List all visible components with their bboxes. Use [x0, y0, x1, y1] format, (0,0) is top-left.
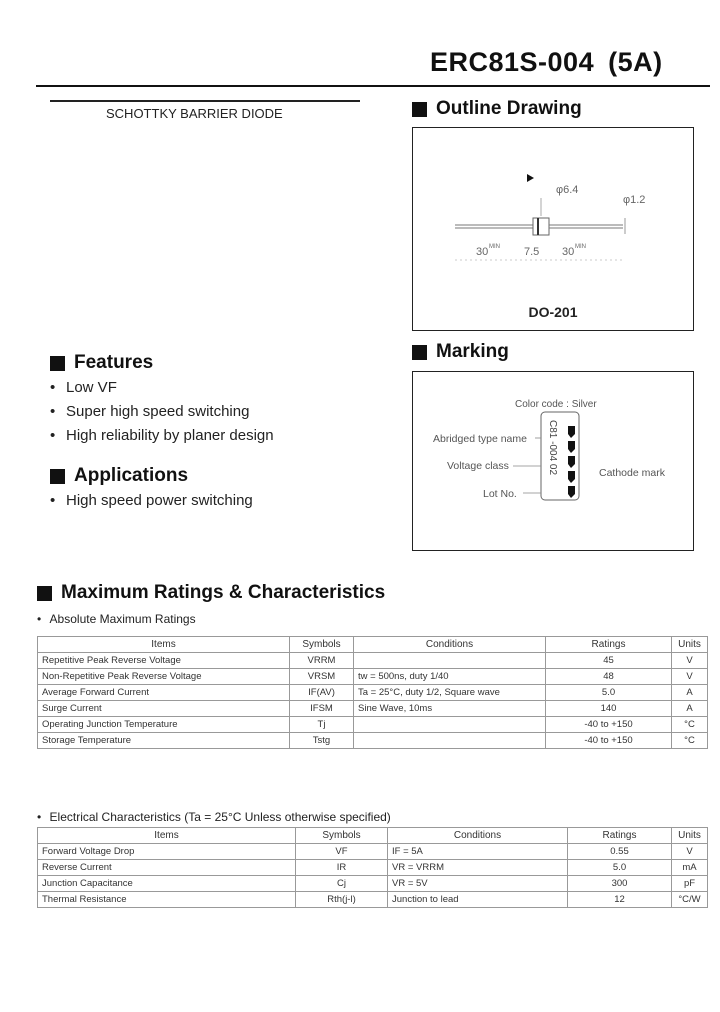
electrical-label: Electrical Characteristics (Ta = 25°C Unless otherwise specified)	[49, 810, 391, 824]
bullet-icon: •	[37, 612, 42, 626]
diode-body	[533, 218, 549, 235]
ratings-heading-text: Maximum Ratings & Characteristics	[61, 582, 386, 603]
features-heading	[50, 352, 153, 374]
table-row: Non-Repetitive Peak Reverse Voltage VRSM tw = 500ns, duty 1/40 48 V	[38, 669, 708, 685]
package-name: DO-201	[528, 304, 578, 320]
square-bullet-icon	[412, 102, 427, 117]
table-row: Surge Current IFSM Sine Wave, 10ms 140 A	[38, 701, 708, 717]
table-header-row	[38, 637, 708, 653]
lot-number-label: Lot No.	[483, 488, 517, 500]
marking-diagram	[413, 372, 693, 550]
bullet-icon: •	[37, 810, 42, 824]
table-header-row	[38, 828, 708, 844]
col-symbols: Symbols	[290, 637, 354, 653]
absolute-ratings-note	[37, 612, 196, 626]
electrical-note	[37, 810, 391, 824]
outline-heading	[412, 98, 582, 120]
marking-box	[412, 371, 694, 551]
square-bullet-icon	[50, 356, 65, 371]
title-rule	[36, 85, 710, 87]
body-length: 7.5	[524, 246, 540, 258]
marking-body-text: C81 -004 02	[547, 420, 558, 476]
col-ratings: Ratings	[546, 637, 672, 653]
subtitle-rule	[50, 100, 360, 102]
marking-heading	[412, 341, 509, 363]
feature-item: • Low VF	[50, 376, 274, 400]
square-bullet-icon	[412, 345, 427, 360]
cathode-mark-label: Cathode mark	[599, 467, 665, 479]
col-units: Units	[672, 637, 708, 653]
applications-heading	[50, 465, 188, 487]
body-diameter: φ6.4	[556, 184, 579, 196]
voltage-class-label: Voltage class	[447, 460, 509, 472]
ratings-heading	[37, 582, 385, 604]
col-conditions: Conditions	[354, 637, 546, 653]
part-title	[430, 47, 663, 78]
table-row: Operating Junction Temperature Tj -40 to +150 °C	[38, 717, 708, 733]
table-row: Junction Capacitance Cj VR = 5V 300 pF	[38, 876, 708, 892]
col-conditions: Conditions	[388, 828, 568, 844]
outline-drawing-box	[412, 127, 694, 331]
electrical-table	[37, 827, 708, 908]
table-row: Forward Voltage Drop VF IF = 5A 0.55 V	[38, 844, 708, 860]
col-ratings: Ratings	[568, 828, 672, 844]
diode-outline-diagram	[413, 128, 693, 330]
col-symbols: Symbols	[296, 828, 388, 844]
outline-heading-text: Outline Drawing	[436, 98, 582, 119]
col-items: Items	[38, 828, 296, 844]
current-rating: (5A)	[608, 47, 663, 77]
lead-diameter: φ1.2	[623, 194, 646, 206]
square-bullet-icon	[37, 586, 52, 601]
applications-list	[50, 489, 253, 513]
table-row: Reverse Current IR VR = VRRM 5.0 mA	[38, 860, 708, 876]
feature-item: • Super high speed switching	[50, 400, 274, 424]
absolute-ratings-label: Absolute Maximum Ratings	[49, 612, 196, 626]
col-items: Items	[38, 637, 290, 653]
orientation-arrow-icon	[527, 174, 534, 182]
feature-item: • High reliability by planer design	[50, 424, 274, 448]
lead-right-min: MIN	[575, 244, 586, 250]
marking-heading-text: Marking	[436, 341, 509, 362]
col-units: Units	[672, 828, 708, 844]
lead-left-length: 30	[476, 246, 489, 258]
table-row: Storage Temperature Tstg -40 to +150 °C	[38, 733, 708, 749]
device-type: SCHOTTKY BARRIER DIODE	[106, 106, 283, 121]
color-code: Color code : Silver	[515, 399, 597, 410]
square-bullet-icon	[50, 469, 65, 484]
part-number: ERC81S-004	[430, 47, 595, 77]
applications-heading-text: Applications	[74, 465, 189, 486]
application-item: • High speed power switching	[50, 489, 253, 513]
features-heading-text: Features	[74, 352, 154, 373]
features-list	[50, 376, 274, 448]
absolute-ratings-table	[37, 636, 708, 749]
lead-left-min: MIN	[489, 244, 500, 250]
table-row: Thermal Resistance Rth(j-l) Junction to lead 12 °C/W	[38, 892, 708, 908]
abridged-type-label: Abridged type name	[433, 433, 527, 445]
lead-right-length: 30	[562, 246, 575, 258]
table-row: Average Forward Current IF(AV) Ta = 25°C, duty 1/2, Square wave 5.0 A	[38, 685, 708, 701]
table-row: Repetitive Peak Reverse Voltage VRRM 45 V	[38, 653, 708, 669]
